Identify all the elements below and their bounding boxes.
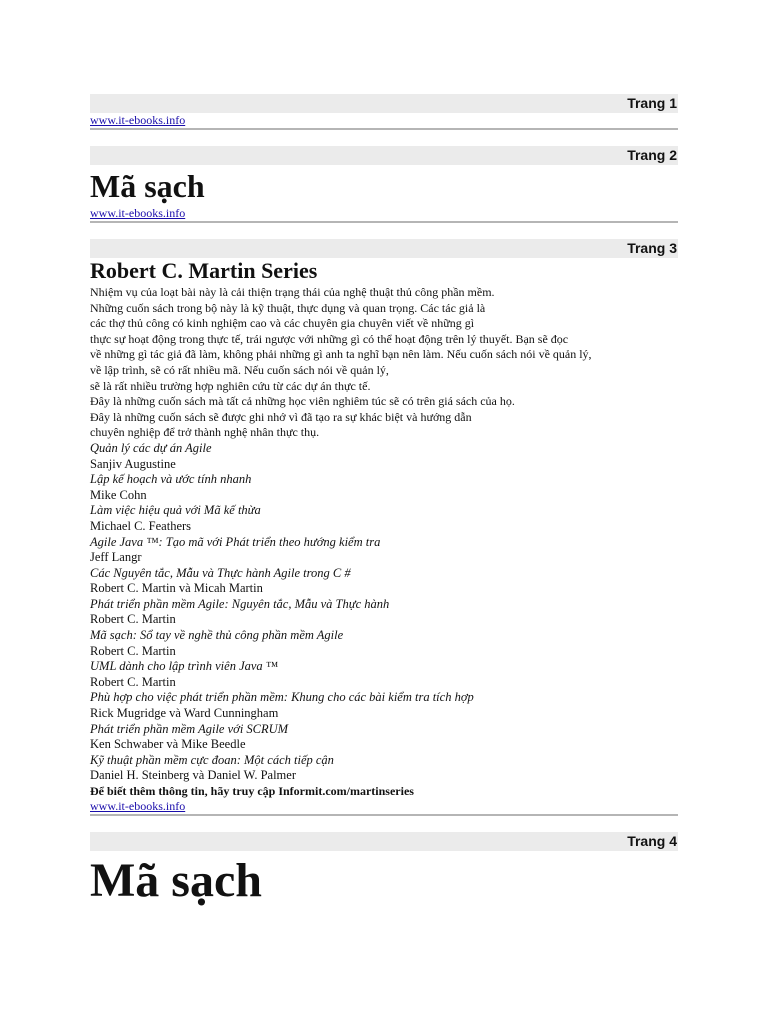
book-entry bbox=[90, 659, 678, 690]
site-link[interactable]: www.it-ebooks.info bbox=[90, 206, 186, 220]
book-title: Phát triển phần mềm Agile với SCRUM bbox=[90, 721, 289, 736]
book-author: Sanjiv Augustine bbox=[90, 456, 176, 471]
book-author: Robert C. Martin bbox=[90, 643, 176, 658]
page-divider bbox=[90, 128, 678, 130]
book-title: UML dành cho lập trình viên Java ™ bbox=[90, 659, 279, 674]
book-title: Các Nguyên tắc, Mẫu và Thực hành Agile trong C # bbox=[90, 565, 351, 580]
book-entry bbox=[90, 441, 678, 472]
book-title: Quản lý các dự án Agile bbox=[90, 440, 212, 455]
intro-line: về những gì tác giả đã làm, không phải những gì anh ta nghĩ bạn nên làm. Nếu cuốn sách nói về quản lý, bbox=[90, 347, 592, 362]
more-info-text: Để biết thêm thông tin, hãy truy cập Informit.com/martinseries bbox=[90, 784, 414, 798]
book-title: Phù hợp cho việc phát triển phần mềm: Khung cho các bài kiểm tra tích hợp bbox=[90, 690, 474, 705]
book-author: Mike Cohn bbox=[90, 487, 147, 502]
page-2 bbox=[90, 146, 678, 223]
page-header-3: Trang 3 bbox=[90, 239, 678, 258]
page-divider bbox=[90, 814, 678, 816]
book-entry bbox=[90, 628, 678, 659]
series-title: Robert C. Martin Series bbox=[90, 258, 318, 283]
intro-line: về lập trình, sẽ có rất nhiều mã. Nếu cuốn sách nói về quản lý, bbox=[90, 362, 389, 377]
intro-line: thực sự hoạt động trong thực tế, trái ngược với những gì có thể hoạt động trên lý thuyết. Bạn sẽ đọc bbox=[90, 331, 569, 346]
book-entry bbox=[90, 535, 678, 566]
page-divider bbox=[90, 221, 678, 223]
book-entry bbox=[90, 566, 678, 597]
book-author: Ken Schwaber và Mike Beedle bbox=[90, 737, 246, 752]
book-title: Mã sạch: Sổ tay về nghề thủ công phần mềm Agile bbox=[90, 628, 344, 643]
page-header-1: Trang 1 bbox=[90, 94, 678, 113]
book-title: Lập kế hoạch và ước tính nhanh bbox=[90, 472, 252, 487]
book-entry bbox=[90, 503, 678, 534]
book-title: Agile Java ™: Tạo mã với Phát triển theo hướng kiểm tra bbox=[90, 534, 381, 549]
book-author: Michael C. Feathers bbox=[90, 518, 192, 533]
book-author: Robert C. Martin bbox=[90, 612, 176, 627]
site-link[interactable]: www.it-ebooks.info bbox=[90, 799, 186, 813]
book-author: Jeff Langr bbox=[90, 550, 142, 565]
document-body bbox=[90, 94, 678, 909]
book-entry bbox=[90, 472, 678, 503]
intro-line: sẽ là rất nhiều trường hợp nghiên cứu từ các dự án thực tế. bbox=[90, 378, 371, 393]
intro-line: chuyên nghiệp để trở thành nghệ nhân thực thụ. bbox=[90, 425, 320, 440]
series-intro bbox=[90, 285, 678, 441]
page-4 bbox=[90, 832, 678, 909]
book-title: Làm việc hiệu quả với Mã kế thừa bbox=[90, 503, 261, 518]
page-title: Mã sạch bbox=[90, 854, 262, 907]
intro-line: Đây là những cuốn sách mà tất cả những học viên nghiêm túc sẽ có trên giá sách của họ. bbox=[90, 394, 515, 409]
book-title: Phát triển phần mềm Agile: Nguyên tắc, Mẫu và Thực hành bbox=[90, 596, 390, 611]
book-title: Kỹ thuật phần mềm cực đoan: Một cách tiếp cận bbox=[90, 752, 334, 767]
site-link[interactable]: www.it-ebooks.info bbox=[90, 113, 186, 127]
page-title: Mã sạch bbox=[90, 168, 205, 204]
book-author: Robert C. Martin và Micah Martin bbox=[90, 581, 263, 596]
book-entry bbox=[90, 690, 678, 721]
book-entry bbox=[90, 722, 678, 753]
page-3 bbox=[90, 239, 678, 816]
intro-line: các thợ thủ công có kinh nghiệm cao và các chuyên gia chuyên viết về những gì bbox=[90, 316, 475, 331]
book-entry bbox=[90, 753, 678, 784]
book-author: Daniel H. Steinberg và Daniel W. Palmer bbox=[90, 768, 296, 783]
page-header-2: Trang 2 bbox=[90, 146, 678, 165]
book-entry bbox=[90, 597, 678, 628]
book-author: Rick Mugridge và Ward Cunningham bbox=[90, 706, 279, 721]
intro-line: Những cuốn sách trong bộ này là kỹ thuật, thực dụng và quan trọng. Các tác giả là bbox=[90, 300, 486, 315]
page-header-4: Trang 4 bbox=[90, 832, 678, 851]
book-list bbox=[90, 441, 678, 784]
intro-line: Nhiệm vụ của loạt bài này là cải thiện trạng thái của nghệ thuật thủ công phần mềm. bbox=[90, 285, 495, 299]
intro-line: Đây là những cuốn sách sẽ được ghi nhớ vì đã tạo ra sự khác biệt và hướng dẫn bbox=[90, 409, 472, 424]
book-author: Robert C. Martin bbox=[90, 674, 176, 689]
page-1 bbox=[90, 94, 678, 130]
